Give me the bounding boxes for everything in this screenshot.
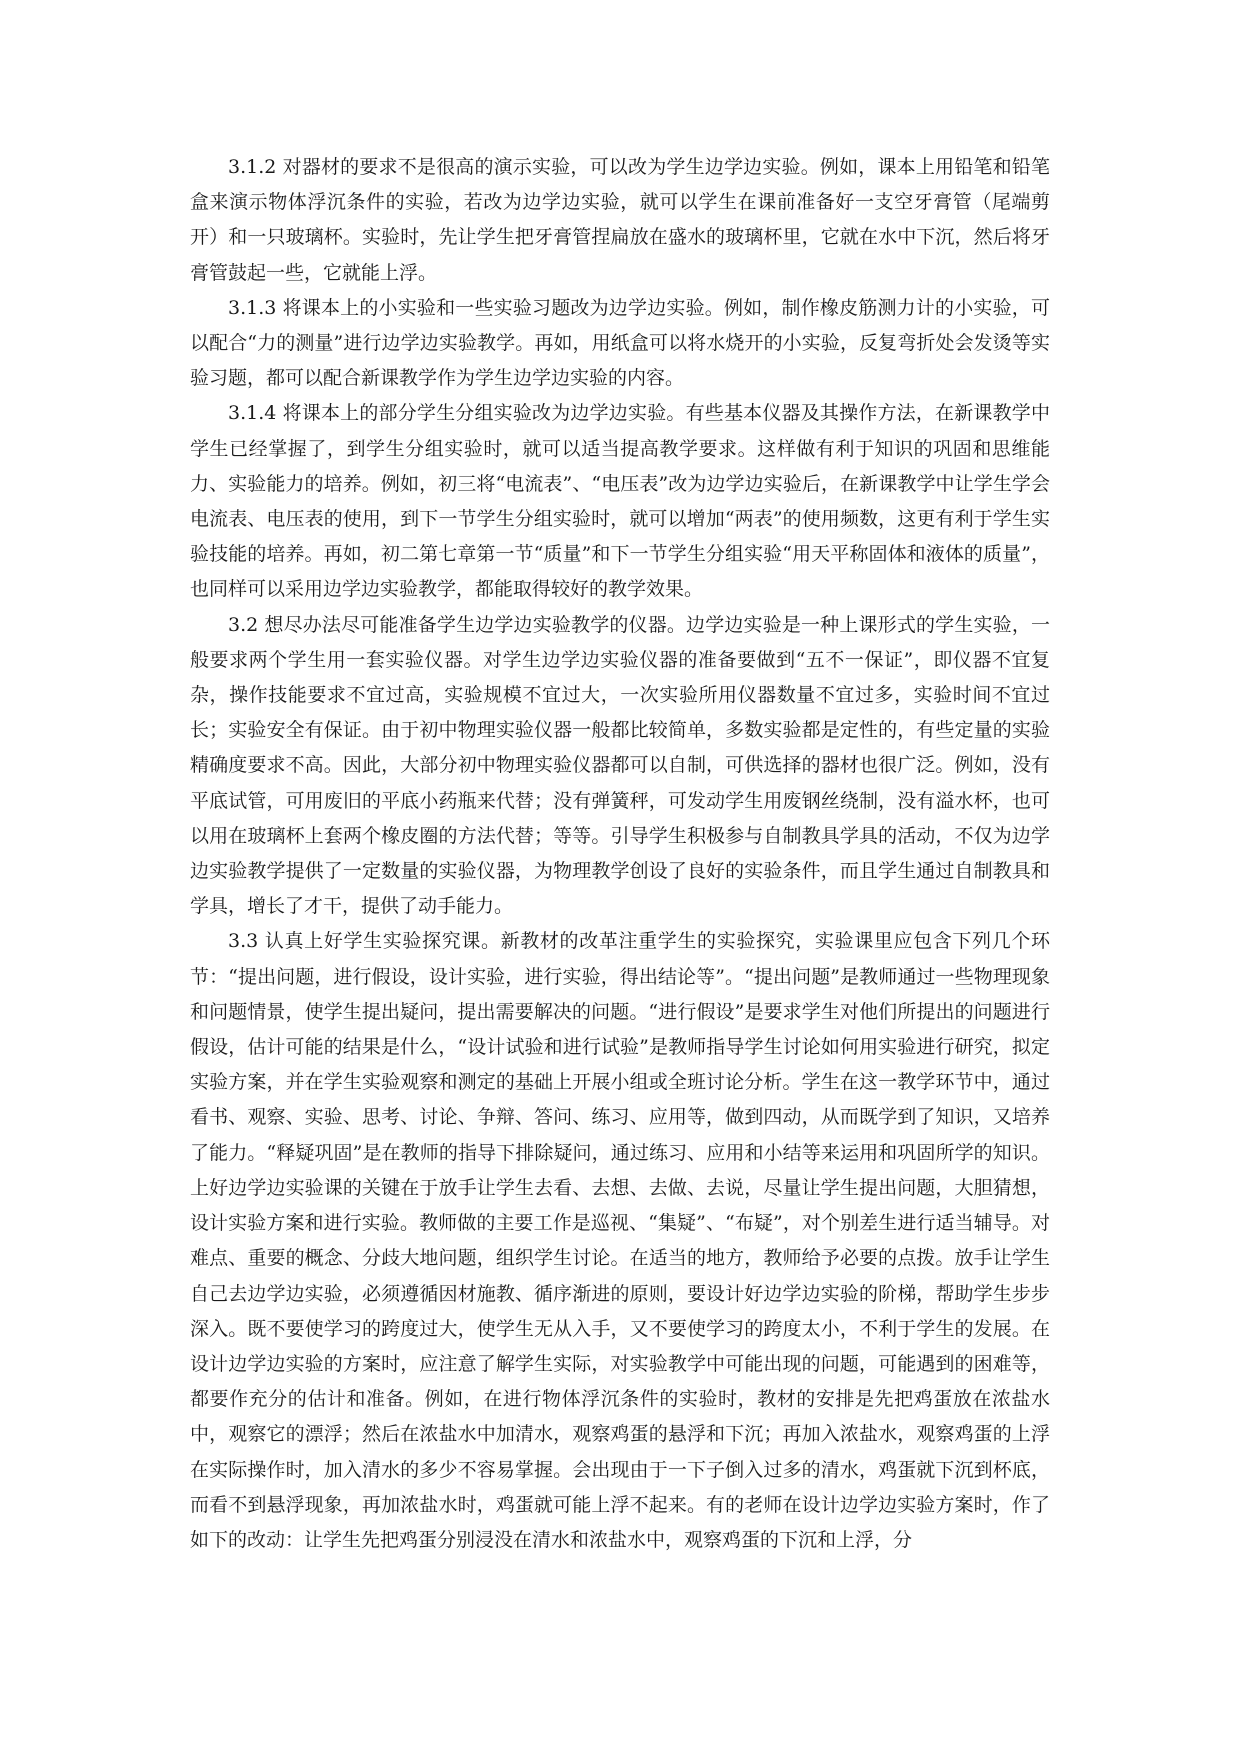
paragraph-3-3: 3.3 认真上好学生实验探究课。新教材的改革注重学生的实验探究，实验课里应包含下列几个环节：“提出问题，进行假设，设计实验，进行实验，得出结论等”。“提出问题”是教师通过一些物理现象和问题情景，使学生提出疑问，提出需要解决的问题。“进行假设”是要求学生对他们所提出的问题进行假设，估计可能的结果是什么，“设计试验和进行试验”是教师指导学生讨论如何用实验进行研究，拟定实验方案，并在学生实验观察和测定的基础上开展小组或全班讨论分析。学生在这一教学环节中，通过看书、观察、实验、思考、讨论、争辩、答问、练习、应用等，做到四动，从而既学到了知识，又培养了能力。“释疑巩固”是在教师的指导下排除疑问，通过练习、应用和小结等来运用和巩固所学的知识。上好边学边实验课的关键在于放手让学生去看、去想、去做、去说，尽量让学生提出问题，大胆猜想，设计实验方案和进行实验。教师做的主要工作是巡视、“集疑”、“布疑”，对个别差生进行适当辅导。对难点、重要的概念、分歧大地问题，组织学生讨论。在适当的地方，教师给予必要的点拨。放手让学生自己去边学边实验，必须遵循因材施教、循序渐进的原则，要设计好边学边实验的阶梯，帮助学生步步深入。既不要使学习的跨度过大，使学生无从入手，又不要使学习的跨度太小，不利于学生的发展。在设计边学边实验的方案时，应注意了解学生实际，对实验教学中可能出现的问题，可能遇到的困难等，都要作充分的估计和准备。例如，在进行物体浮沉条件的实验时，教材的安排是先把鸡蛋放在浓盐水中，观察它的漂浮；然后在浓盐水中加清水，观察鸡蛋的悬浮和下沉；再加入浓盐水，观察鸡蛋的上浮在实际操作时，加入清水的多少不容易掌握。会出现由于一下子倒入过多的清水，鸡蛋就下沉到杯底，而看不到悬浮现象，再加浓盐水时，鸡蛋就可能上浮不起来。有的老师在设计边学边实验方案时，作了如下的改动：让学生先把鸡蛋分别浸没在清水和浓盐水中，观察鸡蛋的下沉和上浮，分 (190, 930, 1050, 1551)
body-text (190, 150, 1050, 1558)
paragraph-3-1-2: 3.1.2 对器材的要求不是很高的演示实验，可以改为学生边学边实验。例如，课本上用铅笔和铅笔盒来演示物体浮沉条件的实验，若改为边学边实验，就可以学生在课前准备好一支空牙膏管（尾端剪开）和一只玻璃杯。实验时，先让学生把牙膏管捏扁放在盛水的玻璃杯里，它就在水中下沉，然后将牙膏管鼓起一些，它就能上浮。 (190, 156, 1050, 284)
paragraph-3-1-4: 3.1.4 将课本上的部分学生分组实验改为边学边实验。有些基本仪器及其操作方法，在新课教学中学生已经掌握了，到学生分组实验时，就可以适当提高教学要求。这样做有利于知识的巩固和思维能力、实验能力的培养。例如，初三将“电流表”、“电压表”改为边学边实验后，在新课教学中让学生学会电流表、电压表的使用，到下一节学生分组实验时，就可以增加“两表”的使用频数，这更有利于学生实验技能的培养。再如，初二第七章第一节“质量”和下一节学生分组实验“用天平称固体和液体的质量”，也同样可以采用边学边实验教学，都能取得较好的教学效果。 (190, 402, 1050, 601)
paragraph-3-1-3: 3.1.3 将课本上的小实验和一些实验习题改为边学边实验。例如，制作橡皮筋测力计的小实验，可以配合“力的测量”进行边学边实验教学。再如，用纸盒可以将水烧开的小实验，反复弯折处会发烫等实验习题，都可以配合新课教学作为学生边学边实验的内容。 (190, 296, 1050, 390)
paragraph-3-2: 3.2 想尽办法尽可能准备学生边学边实验教学的仪器。边学边实验是一种上课形式的学生实验，一般要求两个学生用一套实验仪器。对学生边学边实验仪器的准备要做到“五不一保证”，即仪器不宜复杂，操作技能要求不宜过高，实验规模不宜过大，一次实验所用仪器数量不宜过多，实验时间不宜过长；实验安全有保证。由于初中物理实验仪器一般都比较简单，多数实验都是定性的，有些定量的实验精确度要求不高。因此，大部分初中物理实验仪器都可以自制，可供选择的器材也很广泛。例如，没有平底试管，可用废旧的平底小药瓶来代替；没有弹簧秤，可发动学生用废钢丝绕制，没有溢水杯，也可以用在玻璃杯上套两个橡皮圈的方法代替；等等。引导学生积极参与自制教具学具的活动，不仅为边学边实验教学提供了一定数量的实验仪器，为物理教学创设了良好的实验条件，而且学生通过自制教具和学具，增长了才干，提供了动手能力。 (190, 613, 1050, 918)
